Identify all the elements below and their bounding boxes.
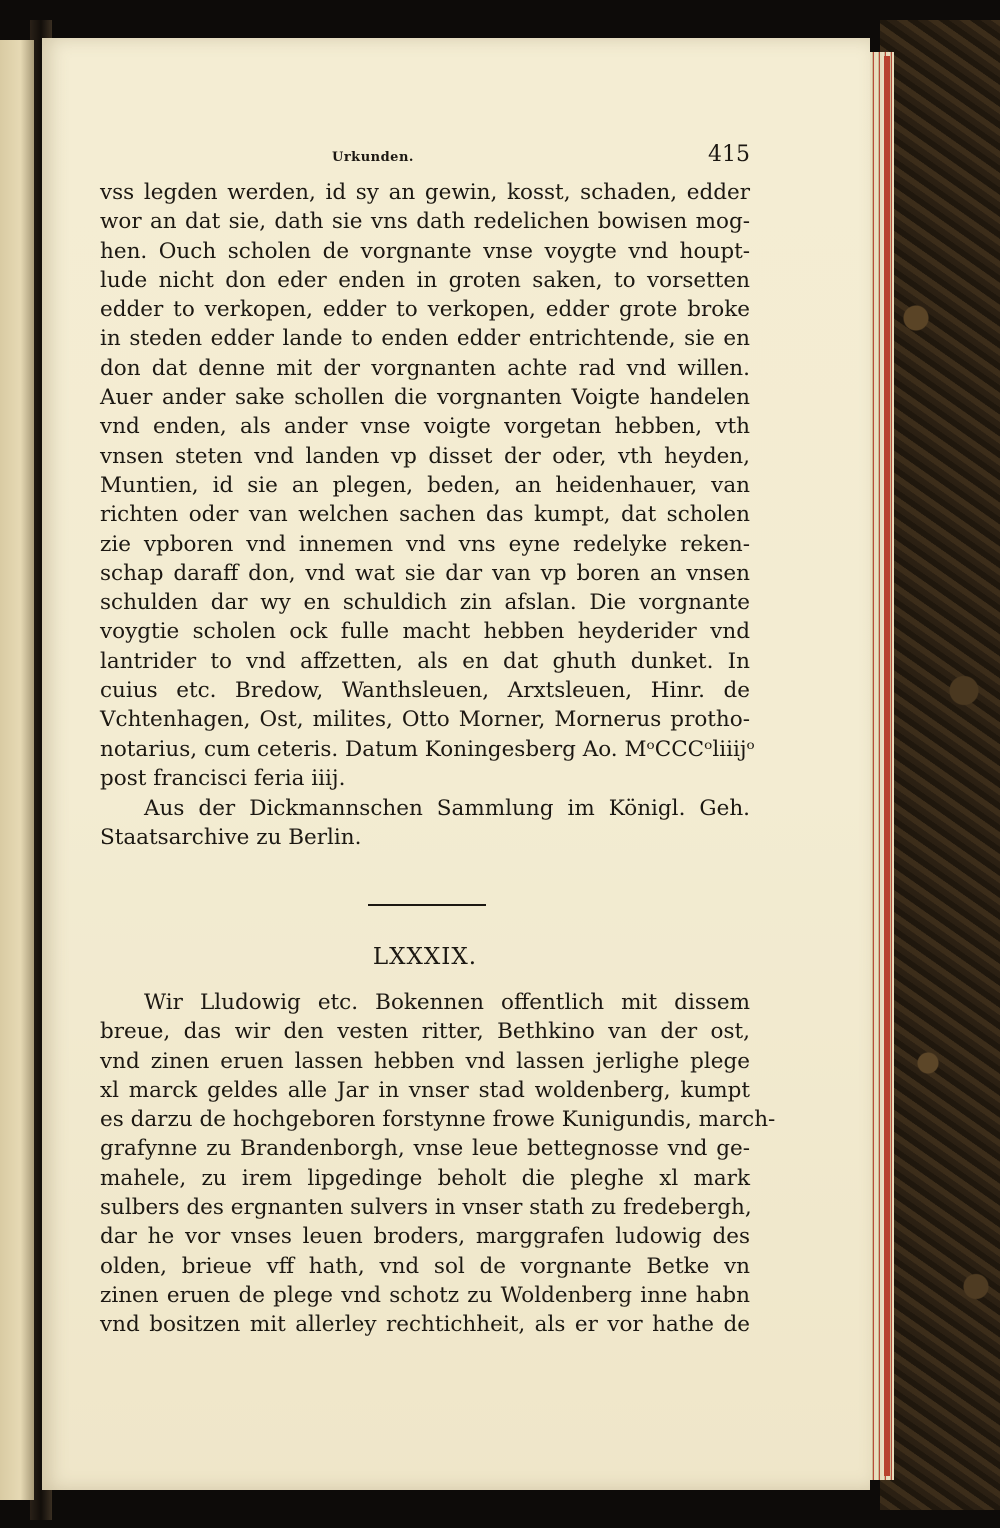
text-line: edder to verkopen, edder to verkopen, edder grote broke [100, 297, 750, 323]
text-line: olden, brieue vff hath, vnd sol de vorgnante Betke vn [100, 1253, 750, 1279]
text-line: post francisci feria iiij. [100, 765, 346, 791]
text-line: xl marck geldes alle Jar in vnser stad woldenberg, kumpt [100, 1077, 750, 1103]
text-line: grafynne zu Brandenborgh, vnse leue bettegnosse vnd ge- [100, 1136, 750, 1162]
source-note [100, 794, 750, 853]
text-line: es darzu de hochgeboren forstynne frowe Kunigundis, march- [100, 1107, 776, 1133]
section-title: LXXXIX. [372, 944, 478, 970]
text-line: lude nicht don eder enden in groten saken, to vorsetten [100, 267, 750, 293]
text-line: breue, das wir den vesten ritter, Bethkino van der ost, [100, 1019, 750, 1045]
book-page [42, 38, 870, 1490]
text-line: wor an dat sie, dath sie vns dath redelichen bowisen mog- [100, 209, 750, 235]
running-title: Urkunden. [332, 150, 414, 165]
red-page-edge [884, 56, 890, 1476]
section-divider [368, 904, 486, 906]
text-line: schulden dar wy en schuldich zin afslan. Die vorgnante [100, 590, 750, 616]
text-line: mahele, zu irem lipgedinge beholt die pleghe xl mark [100, 1165, 750, 1191]
text-line: vnd zinen eruen lassen hebben vnd lassen jerlighe plege [100, 1048, 750, 1074]
text-line: Aus der Dickmannschen Sammlung im Königl. Geh. [144, 796, 750, 821]
text-line: richten oder van welchen sachen das kumpt, dat scholen [100, 502, 750, 528]
text-line: Auer ander sake schollen die vorgnanten Voigte handelen [100, 385, 750, 411]
paragraph-1 [100, 178, 755, 793]
marbled-cover [880, 20, 1000, 1510]
text-line: vnd enden, als ander vnse voigte vorgetan hebben, vth [100, 414, 750, 440]
facing-page-edge [0, 40, 34, 1500]
text-line: hen. Ouch scholen de vorgnante vnse voygte vnd houpt- [100, 238, 750, 264]
text-line: vnd bositzen mit allerley rechtichheit, als er vor hathe de [100, 1312, 750, 1338]
text-line: don dat denne mit der vorgnanten achte rad vnd willen. [100, 355, 750, 381]
text-line: zie vpboren vnd innemen vnd vns eyne redelyke reken- [100, 531, 750, 557]
text-line: Muntien, id sie an plegen, beden, an heidenhauer, van [100, 472, 750, 498]
text-line: schap daraff don, vnd wat sie dar van vp boren an vnsen [100, 560, 750, 586]
text-line: sulbers des ergnanten sulvers in vnser stath zu fredebergh, [100, 1195, 752, 1221]
paragraph-2 [100, 988, 776, 1340]
text-line: zinen eruen de plege vnd schotz zu Woldenberg inne habn [100, 1282, 750, 1308]
page-number: 415 [708, 142, 750, 167]
running-head [100, 142, 750, 172]
text-line: voygtie scholen ock fulle macht hebben heyderider vnd [100, 619, 750, 645]
text-line: Vchtenhagen, Ost, milites, Otto Morner, Mornerus protho- [100, 707, 750, 733]
text-line: Wir Lludowig etc. Bokennen offentlich mit dissem [144, 990, 750, 1015]
text-line: vss legden werden, id sy an gewin, kosst, schaden, edder [100, 180, 750, 205]
text-line: vnsen steten vnd landen vp disset der oder, vth heyden, [100, 443, 750, 469]
text-line: cuius etc. Bredow, Wanthsleuen, Arxtsleuen, Hinr. de [100, 678, 750, 704]
text-line: dar he vor vnses leuen broders, marggrafen ludowig des [100, 1224, 750, 1250]
text-line: in steden edder lande to enden edder entrichtende, sie en [100, 326, 750, 352]
text-line: lantrider to vnd affzetten, als en dat ghuth dunket. In [100, 648, 750, 674]
text-line: Staatsarchive zu Berlin. [100, 825, 362, 851]
text-line: notarius, cum ceteris. Datum Koningesberg Ao. MᵒCCCᵒliiijᵒ [100, 736, 755, 762]
